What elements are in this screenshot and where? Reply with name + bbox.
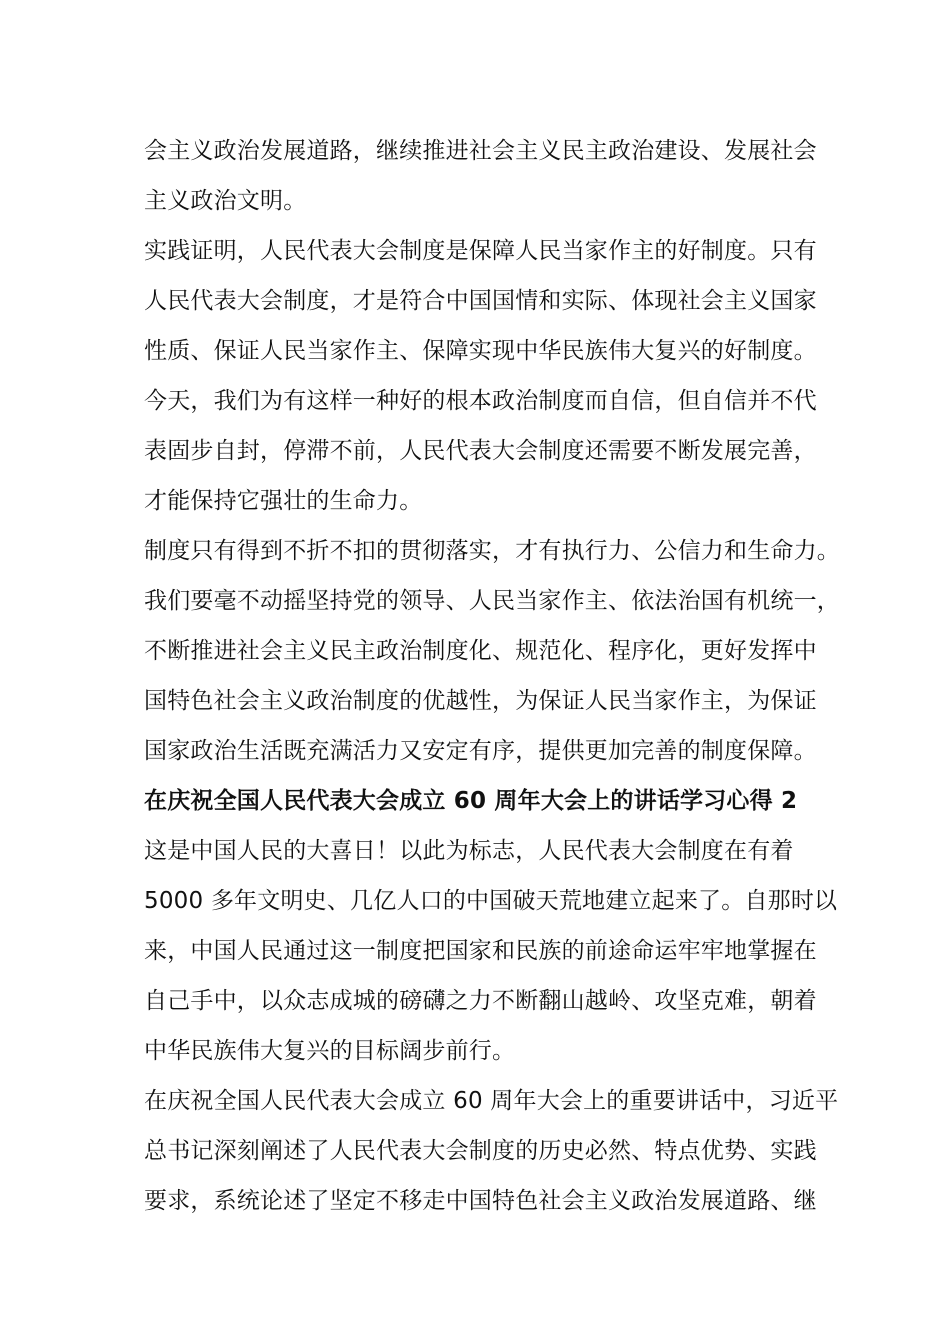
- paragraph-line: 表固步自封，停滞不前，人民代表大会制度还需要不断发展完善，: [144, 438, 817, 464]
- paragraph-line: 中华民族伟大复兴的目标阔步前行。: [144, 1038, 516, 1064]
- paragraph-line: 国家政治生活既充满活力又安定有序，提供更加完善的制度保障。: [144, 738, 817, 764]
- paragraph-line: 国特色社会主义政治制度的优越性，为保证人民当家作主，为保证: [144, 688, 817, 714]
- paragraph-line: 不断推进社会主义民主政治制度化、规范化、程序化，更好发挥中: [144, 638, 817, 664]
- paragraph-line: 性质、保证人民当家作主、保障实现中华民族伟大复兴的好制度。: [144, 338, 817, 364]
- paragraph-line: 这是中国人民的大喜日！以此为标志，人民代表大会制度在有着: [144, 838, 794, 864]
- paragraph-line: 自己手中，以众志成城的磅礴之力不断翻山越岭、攻坚克难，朝着: [144, 988, 817, 1014]
- paragraph-line: 今天，我们为有这样一种好的根本政治制度而自信，但自信并不代: [144, 388, 817, 414]
- paragraph-line: 来，中国人民通过这一制度把国家和民族的前途命运牢牢地掌握在: [144, 938, 817, 964]
- paragraph-line: 才能保持它强壮的生命力。: [144, 488, 423, 514]
- paragraph-line: 会主义政治发展道路，继续推进社会主义民主政治建设、发展社会: [144, 138, 817, 164]
- paragraph-line: 5000 多年文明史、几亿人口的中国破天荒地建立起来了。自那时以: [144, 888, 838, 914]
- paragraph-line: 总书记深刻阐述了人民代表大会制度的历史必然、特点优势、实践: [144, 1138, 817, 1164]
- paragraph-line: 制度只有得到不折不扣的贯彻落实，才有执行力、公信力和生命力。: [144, 538, 840, 564]
- paragraph-line: 实践证明，人民代表大会制度是保障人民当家作主的好制度。只有: [144, 238, 817, 264]
- paragraph-line: 主义政治文明。: [144, 188, 307, 214]
- paragraph-line: 要求，系统论述了坚定不移走中国特色社会主义政治发展道路、继: [144, 1188, 817, 1214]
- paragraph-line: 人民代表大会制度，才是符合中国国情和实际、体现社会主义国家: [144, 288, 817, 314]
- paragraph-line: 在庆祝全国人民代表大会成立 60 周年大会上的重要讲话中，习近平: [144, 1088, 839, 1114]
- section-heading: 在庆祝全国人民代表大会成立 60 周年大会上的讲话学习心得 2: [144, 788, 798, 814]
- paragraph-line: 我们要毫不动摇坚持党的领导、人民当家作主、依法治国有机统一，: [144, 588, 840, 614]
